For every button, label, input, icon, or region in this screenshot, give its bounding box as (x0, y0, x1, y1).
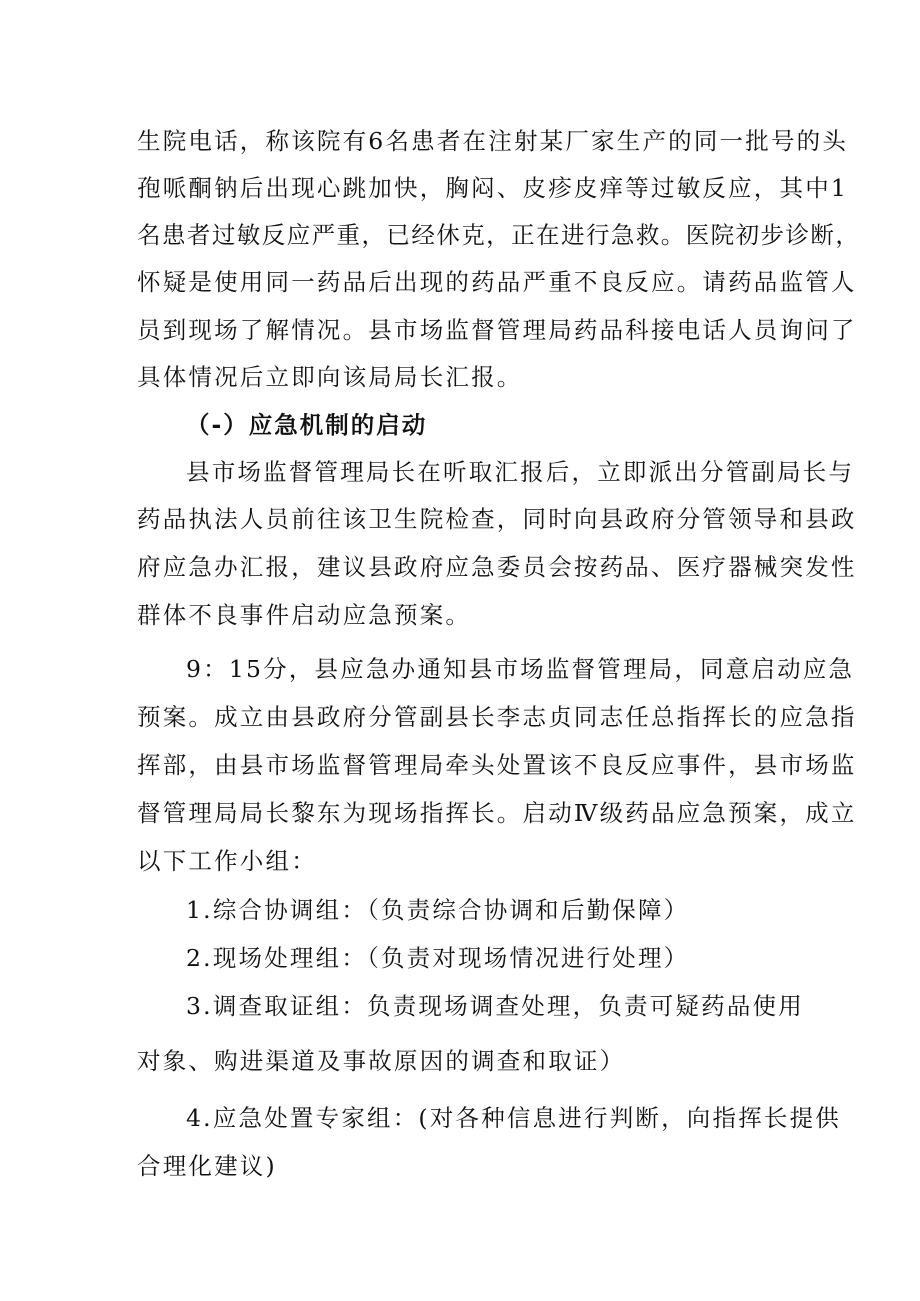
section-heading: （-）应急机制的启动 (186, 411, 428, 439)
paragraph-line: 府应急办汇报，建议县政府应急委员会按药品、医疗器械突发性 (137, 553, 857, 581)
list-item: 1.综合协调组：（负责综合协调和后勤保障） (186, 896, 690, 924)
paragraph-line: 名患者过敏反应严重，已经休克，正在进行急救。医院初步诊断， (137, 221, 861, 249)
paragraph-line: 以下工作小组： (137, 847, 317, 875)
list-item: 4.应急处置专家组：(对各种信息进行判断，向指挥长提供 (186, 1104, 841, 1132)
list-item: 3.调查取证组：负责现场调查处理，负责可疑药品使用 (186, 992, 804, 1020)
paragraph-line: 9：15分，县应急办通知县市场监督管理局，同意启动应急 (186, 655, 855, 683)
paragraph-line: 具体情况后立即向该局局长汇报。 (137, 363, 523, 391)
paragraph-line: 怀疑是使用同一药品后出现的药品严重不良反应。请药品监管人 (137, 268, 857, 296)
paragraph-line: 群体不良事件启动应急预案。 (137, 601, 472, 629)
paragraph-line: 员到现场了解情况。县市场监督管理局药品科接电话人员询问了 (137, 316, 857, 344)
paragraph-line: 预案。成立由县政府分管副县长李志贞同志任总指挥长的应急指 (137, 703, 857, 731)
paragraph-line: 生院电话，称该院有6名患者在注射某厂家生产的同一批号的头 (137, 127, 849, 155)
list-item-continuation: 对象、购进渠道及事故原因的调查和取证） (137, 1047, 626, 1075)
list-item: 2.现场处理组：（负责对现场情况进行处理） (186, 944, 690, 972)
paragraph-line: 孢哌酮钠后出现心跳加快，胸闷、皮疹皮痒等过敏反应，其中1 (137, 174, 849, 202)
list-item-continuation: 合理化建议) (137, 1152, 277, 1180)
paragraph-line: 药品执法人员前往该卫生院检查，同时向县政府分管领导和县政 (137, 505, 857, 533)
paragraph-line: 挥部，由县市场监督管理局牵头处置该不良反应事件，县市场监 (137, 751, 857, 779)
paragraph-line: 督管理局局长黎东为现场指挥长。启动Ⅳ级药品应急预案，成立 (137, 799, 857, 827)
paragraph-line: 县市场监督管理局长在听取汇报后，立即派出分管副局长与 (186, 458, 855, 486)
